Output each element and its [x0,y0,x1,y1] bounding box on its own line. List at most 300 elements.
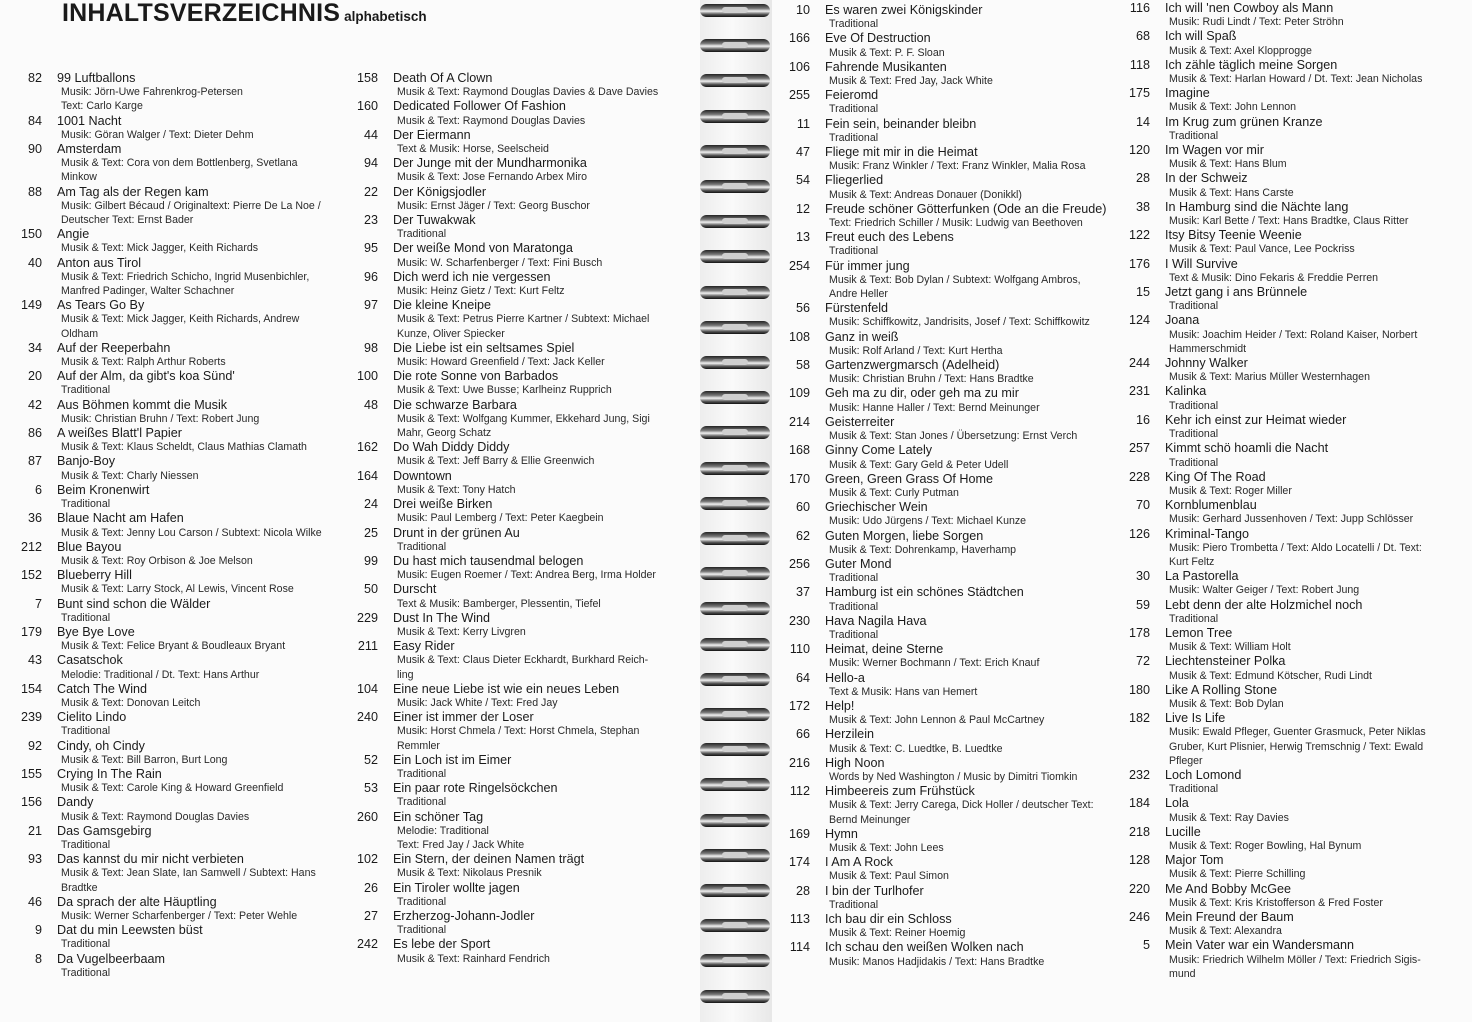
index-entry [1122,115,1462,143]
index-entry [782,827,1120,855]
song-credit: Musik: Piero Trombetta / Text: Aldo Locatelli / Dt. Text: [1169,541,1422,554]
index-entry [14,625,344,653]
song-credit: Text & Musik: Dino Fekaris & Freddie Perren [1169,271,1379,284]
page-number: 172 [788,698,810,713]
index-entry [1122,938,1462,981]
song-credit: Musik & Text: Raymond Douglas Davies & Dave Davies [397,86,659,99]
index-entry [1122,910,1462,938]
index-entry [14,568,344,596]
index-entry [1122,683,1462,711]
song-credit: Musik: Franz Winkler / Text: Franz Winkler, Malia Rosa [829,160,1086,173]
page-number: 228 [1128,469,1150,484]
song-credit: Musik & Text: Curly Putman [829,486,959,499]
entry-body [57,597,344,625]
page-number: 239 [20,710,42,725]
index-entry [782,784,1120,827]
song-credit: Musik & Text: Harlan Howard / Dt. Text: Jean Nicholas [1169,73,1423,86]
entry-body [393,469,680,497]
index-entry [350,341,680,369]
index-column-4 [1122,1,1462,981]
song-credit: mund [1169,967,1196,980]
index-entry [350,156,680,184]
entry-body [825,671,1120,699]
entry-body [393,213,680,241]
song-credit: Traditional [1169,428,1219,441]
song-title: Das Gamsgebirg [57,823,152,838]
song-credit: Musik & Text: Reiner Hoemig [829,927,966,940]
song-credit: Musik: Werner Scharfenberger / Text: Peter Wehle [61,909,298,922]
song-credit: Text & Musik: Hans van Hemert [829,685,978,698]
entry-body [393,937,680,965]
entry-body [825,117,1120,145]
entry-body [57,540,344,568]
song-credit: Musik: Howard Greenfield / Text: Jack Keller [397,356,605,369]
binding-ring [700,39,770,52]
entry-body [1165,441,1462,469]
page-number: 26 [363,880,378,895]
entry-body [393,781,680,809]
page-number: 255 [788,88,810,103]
entry-body [57,369,344,397]
page-number: 116 [1129,1,1150,15]
index-entry [1122,384,1462,412]
song-title: Im Krug zum grünen Kranze [1165,114,1323,129]
song-title: Death Of A Clown [393,71,493,85]
song-credit: Musik & Text: Larry Stock, Al Lewis, Vincent Rose [61,583,294,596]
song-title: Geh ma zu dir, oder geh ma zu mir [825,386,1019,401]
index-entry [1122,441,1462,469]
entry-body [1165,910,1462,938]
index-entry [782,614,1120,642]
song-credit: Musik: Ernst Jäger / Text: Georg Buschor [397,199,590,212]
page-number: 158 [356,71,378,85]
entry-body [1165,86,1462,114]
index-entry [14,256,344,299]
index-entry [350,937,680,965]
page-number: 72 [1135,654,1150,669]
song-credit: Musik & Text: Edmund Kötscher, Rudi Lindt [1169,669,1372,682]
song-credit: Musik: Rolf Arland / Text: Kurt Hertha [829,344,1003,357]
entry-body [1165,598,1462,626]
song-credit: Musik & Text: Cora von dem Bottlenberg, Svetlana [61,157,298,170]
entry-body [1165,882,1462,910]
page-number: 96 [363,269,378,284]
entry-body [57,682,344,710]
entry-body [1165,1,1462,29]
index-entry [1122,825,1462,853]
entry-body [57,227,344,255]
song-credit: Musik & Text: Klaus Scheldt, Claus Mathias Clamath [61,441,307,454]
page-number: 113 [789,912,810,926]
page-number: 46 [27,894,42,909]
index-entry [14,298,344,341]
page-number: 150 [20,227,42,242]
index-entry [1122,654,1462,682]
page-number: 108 [788,329,810,344]
page-number: 38 [1135,199,1150,214]
page-number: 128 [1128,853,1150,868]
song-title: Es waren zwei Königskinder [825,3,983,17]
song-credit: Musik & Text: Jenny Lou Carson / Subtext: Nicola Wilke [61,526,322,539]
entry-body [393,241,680,269]
entry-body [1165,413,1462,441]
page-number: 126 [1128,526,1150,541]
song-title: Für immer jung [825,258,910,273]
index-entry [350,611,680,639]
index-entry [782,173,1120,201]
entry-body [57,739,344,767]
entry-body [825,585,1120,613]
index-entry [14,923,344,951]
page-number: 166 [788,31,810,46]
entry-body [825,557,1120,585]
page-number: 99 [363,553,378,568]
song-title: Drei weiße Birken [393,497,493,512]
entry-body [57,341,344,369]
index-entry [350,398,680,441]
index-entry [350,810,680,853]
song-credit: Traditional [829,628,879,641]
binding-ring [700,426,770,439]
song-credit: Musik & Text: Roger Bowling, Hal Bynum [1169,839,1362,852]
index-entry [1122,58,1462,86]
song-credit: Musik: Rudi Lindt / Text: Peter Ströhn [1169,16,1344,29]
song-title: Cielito Lindo [57,710,127,725]
song-credit: Musik & Text: Rainhard Fendrich [397,952,550,965]
song-title: Ich zähle täglich meine Sorgen [1165,57,1338,72]
entry-body [57,895,344,923]
index-entry [350,213,680,241]
song-title: Ich will 'nen Cowboy als Mann [1165,1,1334,15]
song-title: Im Wagen vor mir [1165,143,1264,158]
entry-body [57,398,344,426]
binding-ring [700,497,770,510]
song-credit: Musik: Christian Bruhn / Text: Robert Jung [61,412,260,425]
song-title: Heimat, deine Sterne [825,642,944,657]
page-number: 124 [1128,313,1150,328]
entry-body [1165,257,1462,285]
entry-body [825,756,1120,784]
song-credit: Musik & Text: Ray Davies [1169,811,1289,824]
song-title: Itsy Bitsy Teenie Weenie [1165,228,1302,243]
entry-body [57,71,344,114]
entry-body [393,582,680,610]
entry-body [825,827,1120,855]
page-number: 176 [1128,256,1150,271]
index-entry [350,909,680,937]
index-entry [1122,470,1462,498]
song-title: Johnny Walker [1165,356,1248,371]
entry-body [393,99,680,127]
song-credit: Musik & Text: John Lennon [1169,101,1297,114]
song-credit: Musik & Text: Gary Geld & Peter Udell [829,458,1009,471]
song-credit: Musik: Gerhard Jussenhoven / Text: Jupp Schlösser [1169,513,1414,526]
song-title: Lola [1165,796,1189,811]
index-entry [782,358,1120,386]
song-credit: Musik: Werner Bochmann / Text: Erich Knauf [829,657,1040,670]
song-title: Feieromd [825,88,879,103]
page-number: 231 [1128,384,1150,399]
index-entry [1122,313,1462,356]
index-entry [1122,498,1462,526]
index-entry [782,472,1120,500]
index-entry [782,884,1120,912]
index-entry [1122,527,1462,570]
song-credit: Musik & Text: Marius Müller Westernhagen [1169,371,1370,384]
page-number: 174 [788,855,810,870]
song-title: Lebt denn der alte Holzmichel noch [1165,597,1363,612]
page-number: 28 [795,883,810,898]
page-number: 87 [27,454,42,469]
song-credit: Musik & Text: Nikolaus Presnik [397,867,542,880]
page-number: 9 [34,923,42,938]
song-credit: Traditional [1169,612,1219,625]
song-credit: Traditional [61,384,111,397]
index-entry [1122,711,1462,768]
entry-body [393,753,680,781]
index-entry [350,497,680,525]
song-title: Der Königsjodler [393,184,487,199]
song-title: Auf der Reeperbahn [57,340,171,355]
entry-body [825,3,1120,31]
index-entry [782,585,1120,613]
entry-body [825,642,1120,670]
song-credit: Musik: Joachim Heider / Text: Roland Kaiser, Norbert [1169,328,1418,341]
song-title: Hello-a [825,670,865,685]
song-credit: Musik & Text: Bill Barron, Burt Long [61,753,228,766]
entry-body [57,710,344,738]
page-number: 97 [363,298,378,313]
song-title: Gartenzwergmarsch (Adelheid) [825,358,1000,373]
index-entry [14,511,344,539]
song-title: Eine neue Liebe ist wie ein neues Leben [393,681,620,696]
song-title: Do Wah Diddy Diddy [393,440,510,455]
song-title: Fein sein, beinander bleibn [825,116,977,131]
binding-ring [700,778,770,791]
song-credit: Musik & Text: Roy Orbison & Joe Melson [61,554,253,567]
index-entry [782,230,1120,258]
entry-body [57,511,344,539]
entry-body [825,60,1120,88]
song-title: Kriminal-Tango [1165,526,1249,541]
song-credit: Musik & Text: Axel Klopprogge [1169,44,1312,57]
index-entry [14,454,344,482]
entry-body [825,358,1120,386]
index-entry [350,710,680,753]
song-title: Catch The Wind [57,681,148,696]
page-number: 112 [789,784,810,799]
page-number: 27 [363,908,378,923]
entry-body [393,881,680,909]
page-number: 12 [795,201,810,216]
song-title: Die schwarze Barbara [393,397,517,412]
page-number: 179 [20,624,42,639]
song-credit: Text & Musik: Bamberger, Plessentin, Tiefel [397,597,601,610]
song-credit: Musik & Text: Kris Kristofferson & Fred Foster [1169,896,1383,909]
page-number: 246 [1128,910,1150,924]
page-number: 184 [1128,796,1150,811]
song-title: Aus Böhmen kommt die Musik [57,397,228,412]
index-entry [782,3,1120,31]
page-number: 114 [789,940,810,955]
index-entry [782,330,1120,358]
index-entry [782,301,1120,329]
index-entry [350,554,680,582]
index-entry [350,781,680,809]
index-entry [1122,569,1462,597]
index-entry [1122,626,1462,654]
page-number: 180 [1128,682,1150,697]
page-number: 169 [788,826,810,841]
song-title: Drunt in der grünen Au [393,525,520,540]
page-number: 23 [363,213,378,228]
index-entry [782,443,1120,471]
spiral-binding [700,0,772,1022]
page-number: 14 [1135,114,1150,129]
index-entry [782,145,1120,173]
song-credit: Musik & Text: Mick Jagger, Keith Richards, Andrew [61,313,300,326]
song-credit: Words by Ned Washington / Music by Dimitri Tiomkin [829,770,1078,783]
index-entry [350,241,680,269]
index-entry [1122,413,1462,441]
page-number: 34 [27,340,42,355]
song-title: Ich schau den weißen Wolken nach [825,940,1024,955]
page-number: 36 [27,511,42,526]
entry-body [57,483,344,511]
index-entry [782,117,1120,145]
binding-ring [700,462,770,475]
binding-ring [700,391,770,404]
entry-body [393,526,680,554]
entry-body [393,909,680,937]
entry-body [825,415,1120,443]
song-credit: Musik & Text: Petrus Pierre Kartner / Subtext: Michael [397,313,650,326]
page-number: 59 [1135,597,1150,612]
song-title: Du hast mich tausendmal belogen [393,553,584,568]
song-title: Crying In The Rain [57,766,162,781]
song-title: Hymn [825,826,858,841]
entry-body [1165,228,1462,256]
index-entry [782,756,1120,784]
page-number: 168 [788,443,810,458]
page-number: 7 [34,596,42,611]
song-credit: Musik & Text: Stan Jones / Übersetzung: Ernst Verch [829,430,1078,443]
song-title: Kehr ich einst zur Heimat wieder [1165,412,1347,427]
song-credit: Musik: Gilbert Bécaud / Originaltext: Pierre De La Noe / [61,199,321,212]
index-entry [1122,882,1462,910]
entry-body [393,852,680,880]
entry-body [1165,384,1462,412]
song-credit: Traditional [61,725,111,738]
index-entry [1122,1,1462,29]
index-entry [1122,171,1462,199]
song-title: Loch Lomond [1165,767,1242,782]
index-entry [350,128,680,156]
song-title: Help! [825,698,855,713]
page-number: 42 [27,397,42,412]
entry-body [1165,654,1462,682]
entry-body [57,568,344,596]
index-entry [350,639,680,682]
page-number: 149 [20,298,42,313]
entry-body [57,142,344,185]
entry-body [393,682,680,710]
page-number: 155 [20,766,42,781]
index-entry [14,398,344,426]
song-credit: Text: Friedrich Schiller / Musik: Ludwig van Beethoven [829,217,1083,230]
page-number: 11 [796,116,810,131]
song-title: La Pastorella [1165,569,1239,584]
song-title: Ein Loch ist im Eimer [393,752,512,767]
entry-body [825,386,1120,414]
song-credit: Traditional [397,924,447,937]
song-title: Der Junge mit der Mundharmonika [393,156,587,171]
index-entry [14,852,344,895]
song-title: As Tears Go By [57,298,145,313]
song-credit: Gruber, Kurt Plisnier, Herwig Tremschnig / Text: Ewald [1169,740,1424,753]
page-number: 214 [788,414,810,429]
index-entry [14,369,344,397]
entry-body [57,625,344,653]
song-credit: Musik: Eugen Roemer / Text: Andrea Berg, Irma Holder [397,569,656,582]
song-title: Blue Bayou [57,539,122,554]
song-credit: Text: Carlo Karge [61,100,143,113]
entry-body [825,230,1120,258]
index-entry [14,824,344,852]
song-title: In Hamburg sind die Nächte lang [1165,199,1349,214]
index-entry [1122,853,1462,881]
entry-body [1165,470,1462,498]
binding-ring [700,849,770,862]
binding-ring [700,321,770,334]
song-title: Ginny Come Lately [825,443,933,458]
song-credit: Traditional [1169,783,1219,796]
binding-ring [700,74,770,87]
index-entry [782,855,1120,883]
song-title: Kimmt schö hoamli die Nacht [1165,441,1329,456]
entry-body [825,31,1120,59]
song-credit: Musik & Text: Paul Simon [829,870,949,883]
page-number: 22 [363,184,378,199]
entry-body [1165,200,1462,228]
song-title: Die Liebe ist ein seltsames Spiel [393,340,575,355]
entry-body [393,270,680,298]
binding-ring [700,708,770,721]
page-number: 220 [1128,881,1150,896]
song-title: Der Tuwakwak [393,213,476,228]
song-credit: Traditional [829,103,879,116]
entry-body [57,653,344,681]
index-entry [782,699,1120,727]
page-number: 53 [363,781,378,796]
song-credit: Musik & Text: Bob Dylan / Subtext: Wolfgang Ambros, [829,273,1081,286]
song-credit: Musik & Text: Felice Bryant & Boudleaux Bryant [61,640,286,653]
index-entry [782,386,1120,414]
song-title: 1001 Nacht [57,113,122,128]
index-entry [350,881,680,909]
page-number: 244 [1128,356,1150,371]
page-number: 154 [20,681,42,696]
song-credit: Remmler [397,739,440,752]
page-number: 93 [27,852,42,867]
song-title: Angie [57,227,90,242]
index-entry [1122,86,1462,114]
page-number: 10 [795,3,810,17]
song-title: Liechtensteiner Polka [1165,654,1286,669]
song-title: Der Eiermann [393,127,471,142]
index-entry [1122,200,1462,228]
song-credit: Musik & Text: Claus Dieter Eckhardt, Burkhard Reich- [397,654,649,667]
